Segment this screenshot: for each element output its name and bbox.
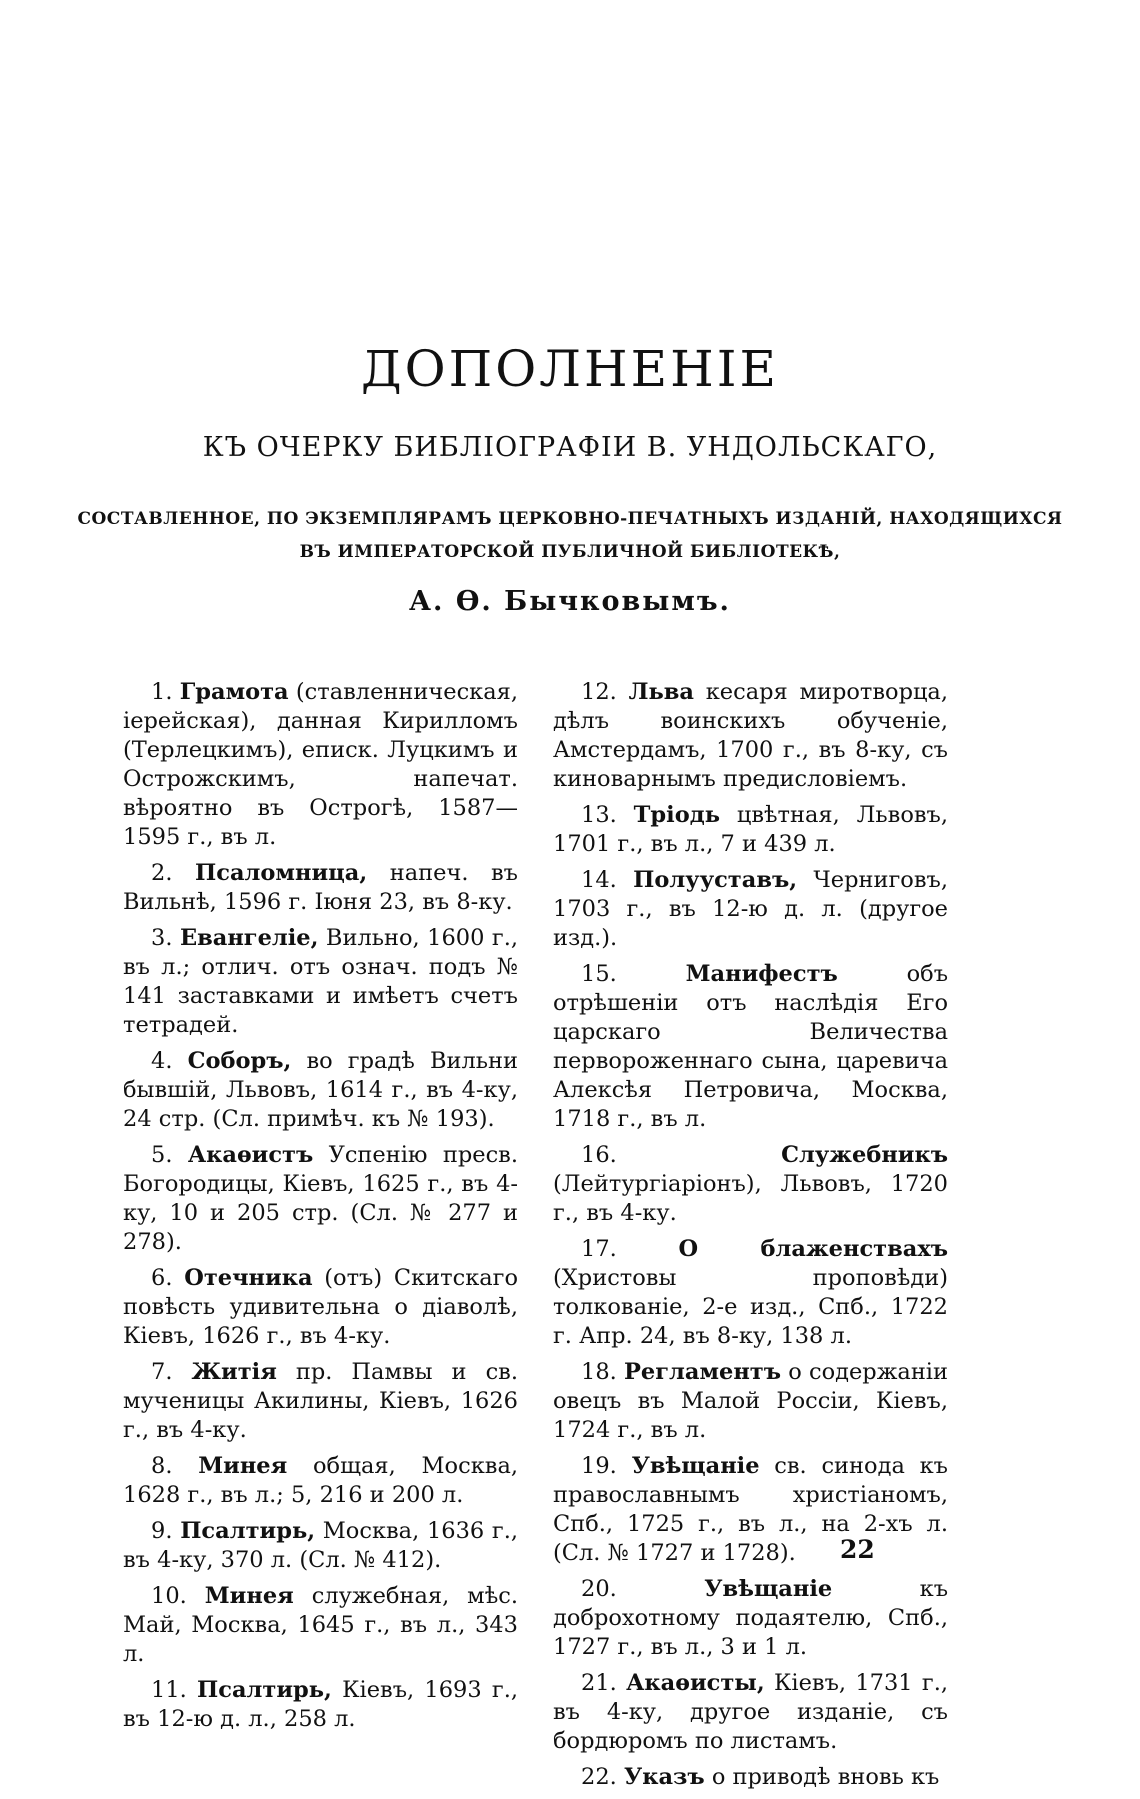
description bbox=[0, 503, 1140, 569]
page-subtitle: КЪ ОЧЕРКУ БИБЛІОГРАФІИ В. УНДОЛЬСКАГО, bbox=[202, 432, 938, 463]
list-item: 15. Манифестъ объ отрѣшеніи отъ наслѣдія Его царскаго Величества первороженнаго сына, царевича Алексѣя Петровича, Москва, 1718 г., въ л. bbox=[553, 961, 949, 1132]
list-item: 8. Минея общая, Москва, 1628 г., въ л.; 5, 216 и 200 л. bbox=[123, 1453, 519, 1508]
list-item: 21. Акаѳисты, Кіевъ, 1731 г., въ 4-ку, другое изданіе, съ бордюромъ по листамъ. bbox=[553, 1670, 948, 1754]
list-item: 3. Евангеліе, Вильно, 1600 г., въ л.; отлич. отъ означ. подъ № 141 заставками и имѣетъ счетъ тетрадей. bbox=[123, 925, 519, 1038]
list-item: 17. О блаженствахъ (Христовы проповѣди) толкованіе, 2-е изд., Спб., 1722 г. Апр. 24, въ 8-ку, 138 л. bbox=[553, 1236, 948, 1349]
list-item: 6. Отечника (отъ) Скитскаго повѣсть удивительна о діаволѣ, Кіевъ, 1626 г., въ 4-ку. bbox=[123, 1265, 519, 1349]
page-title: ДОПОЛНЕНІЕ bbox=[361, 340, 779, 398]
description-line-1: СОСТАВЛЕННОЕ, ПО ЭКЗЕМПЛЯРАМЪ ЦЕРКОВНО-ПЕЧАТНЫХЪ ИЗДАНІЙ, НАХОДЯЩИХСЯ bbox=[77, 509, 1063, 529]
list-item: 7. Житія пр. Памвы и св. мученицы Акилины, Кіевъ, 1626 г., въ 4-ку. bbox=[123, 1359, 518, 1443]
list-item: 2. Псаломница, напеч. въ Вильнѣ, 1596 г. Іюня 23, въ 8-ку. bbox=[123, 860, 519, 915]
list-item: 18. Регламентъ о содержаніи овецъ въ Малой Россіи, Кіевъ, 1724 г., въ л. bbox=[553, 1359, 949, 1443]
list-item: 19. Увѣщаніе св. синода къ православнымъ христіаномъ, Спб., 1725 г., въ л., на 2-хъ л. (Сл. № 1727 и 1728). bbox=[553, 1453, 948, 1566]
list-item: 16. Служебникъ (Лейтургіаріонъ), Львовъ, 1720 г., въ 4-ку. bbox=[553, 1142, 948, 1226]
list-item: 11. Псалтирь, Кіевъ, 1693 г., въ 12-ю д. л., 258 л. bbox=[123, 1677, 518, 1732]
right-column bbox=[553, 678, 948, 1799]
list-item: 9. Псалтирь, Москва, 1636 г., въ 4-ку, 370 л. (Сл. № 412). bbox=[123, 1518, 519, 1573]
list-item: 12. Льва кесаря миротворца, дѣлъ воинскихъ обученіе, Амстердамъ, 1700 г., въ 8-ку, съ киноварнымъ предисловіемъ. bbox=[553, 679, 949, 792]
list-item: 4. Соборъ, во градѣ Вильни бывшій, Львовъ, 1614 г., въ 4-ку, 24 стр. (Сл. примѣч. къ № 193). bbox=[123, 1048, 519, 1132]
list-item: 14. Полууставъ, Черниговъ, 1703 г., въ 12-ю д. л. (другое изд.). bbox=[553, 867, 948, 951]
list-item: 13. Тріодь цвѣтная, Львовъ, 1701 г., въ л., 7 и 439 л. bbox=[553, 802, 948, 857]
list-item: 1. Грамота (ставленническая, іерейская), данная Кирилломъ (Терлецкимъ), еписк. Луцкимъ и Острожскимъ, напечат. вѣроятно въ Острогѣ, 1587—1595 г., въ л. bbox=[123, 679, 519, 850]
list-item: 20. Увѣщаніе къ доброхотному подаятелю, Спб., 1727 г., въ л., 3 и 1 л. bbox=[553, 1576, 949, 1660]
description-line-2: ВЪ ИМПЕРАТОРСКОЙ ПУБЛИЧНОЙ БИБЛІОТЕКѢ, bbox=[299, 542, 841, 562]
list-item: 10. Минея служебная, мѣс. Май, Москва, 1645 г., въ л., 343 л. bbox=[123, 1583, 519, 1667]
page-number: 22 bbox=[840, 1535, 875, 1564]
list-item: 22. Указъ о приводѣ вновь къ bbox=[581, 1764, 940, 1790]
author: А. Ѳ. Бычковымъ. bbox=[409, 586, 731, 617]
left-column bbox=[123, 678, 518, 1741]
list-item: 5. Акаѳистъ Успенію пресв. Богородицы, Кіевъ, 1625 г., въ 4-ку, 10 и 205 стр. (Сл. № 277 и 278). bbox=[123, 1142, 518, 1255]
